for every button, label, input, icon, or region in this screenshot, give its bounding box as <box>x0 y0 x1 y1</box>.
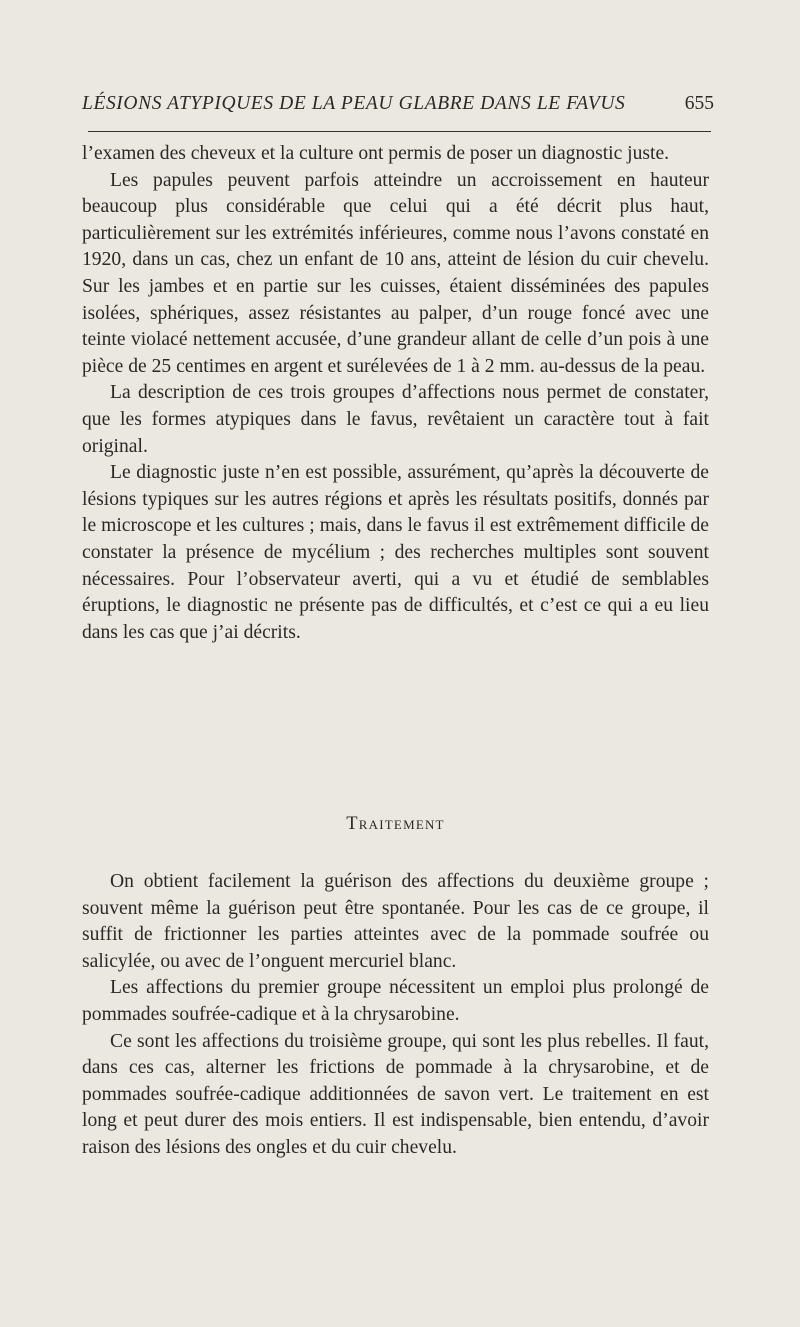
paragraph: Le diagnostic juste n’en est possible, assurément, qu’après la découverte de lésions typiques sur les autres régions et après les résultats positifs, donnés par le microscope et les cultures ; mais, dans le favus il est extrêmement difficile de constater la présence de mycélium ; des recherches multiples sont souvent nécessaires. Pour l’observateur averti, qui a vu et étudié de semblables éruptions, le diagnostic ne présente pas de difficultés, et c’est ce qui a eu lieu dans les cas que j’ai décrits. <box>82 462 709 643</box>
running-title: LÉSIONS ATYPIQUES DE LA PEAU GLABRE DANS LE FAVUS <box>82 93 626 114</box>
paragraph: Ce sont les affections du troisième groupe, qui sont les plus rebelles. Il faut, dans ces cas, alterner les frictions de pommade à la chrysarobine, et de pommades soufrée-cadique additionnées de savon vert. Le traitement en est long et peut durer des mois entiers. Il est indispensable, bien entendu, d’avoir raison des lésions des ongles et du cuir chevelu. <box>82 1030 709 1158</box>
paragraph: Les affections du premier groupe nécessitent un emploi plus prolongé de pommades soufrée-cadique et à la chrysarobine. <box>82 977 709 1025</box>
body-text <box>82 141 709 646</box>
section-heading: Traitement <box>346 814 445 834</box>
paragraph: Les papules peuvent parfois atteindre un accroissement en hauteur beaucoup plus considérable que celui qui a été décrit plus haut, particulièrement sur les extrémités inférieures, comme nous l’avons constaté en 1920, dans un cas, chez un enfant de 10 ans, atteint de lésion du cuir chevelu. Sur les jambes et en partie sur les cuisses, étaient disséminées des papules isolées, sphériques, assez résistantes au palper, d’un rouge foncé avec une teinte violacé nettement accusée, d’une grandeur allant de celle d’un pois à une pièce de 25 centimes en argent et surélevées de 1 à 2 mm. au-dessus de la peau. <box>82 169 709 377</box>
paragraph: l’examen des cheveux et la culture ont permis de poser un diagnostic juste. <box>82 143 670 164</box>
paragraph: On obtient facilement la guérison des affections du deuxième groupe ; souvent même la guérison peut être spontanée. Pour les cas de ce groupe, il suffit de frictionner les parties atteintes avec de la pommade soufrée ou salicylée, ou avec de l’onguent mercuriel blanc. <box>82 871 709 972</box>
paragraph: La description de ces trois groupes d’affections nous permet de constater, que les formes atypiques dans le favus, revêtaient un caractère tout à fait original. <box>82 382 709 457</box>
page-number: 655 <box>684 93 714 114</box>
header-rule <box>88 131 711 132</box>
section-text <box>82 869 709 1162</box>
running-header <box>82 93 714 123</box>
